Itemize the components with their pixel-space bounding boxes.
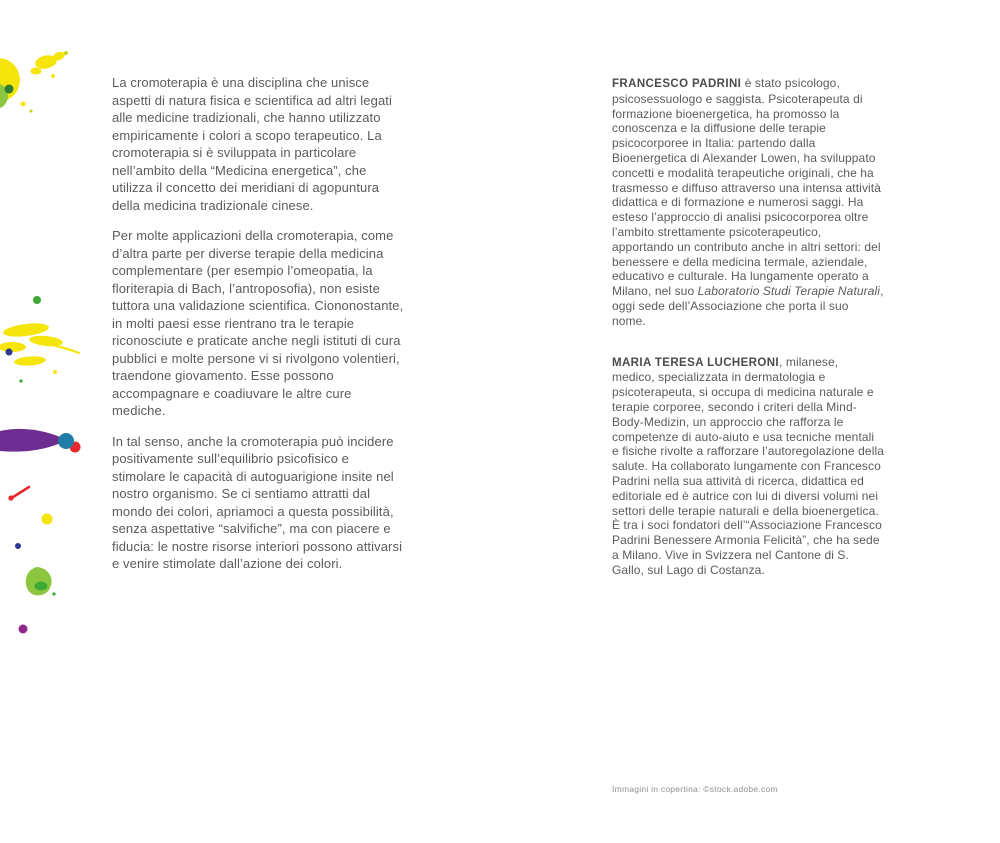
cover-image-credit: Immagini in copertina: ©stock.adobe.com xyxy=(612,784,778,794)
intro-text-column xyxy=(112,74,404,586)
bio-padrini-work-title: Laboratorio Studi Terapie Naturali xyxy=(697,284,881,299)
paint-splatter-margin-art xyxy=(0,0,120,843)
paint-splatter-middle xyxy=(0,296,79,383)
bio-padrini-text-end: , oggi sede dell’Associazione che porta il suo nome. xyxy=(612,284,884,328)
intro-paragraph-3: In tal senso, anche la cromoterapia può incidere positivamente sull’equilibrio psicofisico e stimolare le capacità di autoguarigione insite nel nostro organismo. Se ci sentiamo attratti dal mondo dei colori, apriamoci a questa possibilità, senza aspettative “salvifiche”, ma con piacere e fiducia: le nostre risorse interiori possono attivarsi e venire stimolate dall’azione dei colori. xyxy=(112,433,403,571)
bio-maria-teresa-lucheroni xyxy=(612,355,884,578)
author-name-padrini: FRANCESCO PADRINI xyxy=(612,78,742,90)
intro-paragraph-1: La cromoterapia è una disciplina che unisce aspetti di natura fisica e scientifica ad altri legati alle medicine tradizionali, che hanno utilizzato empiricamente i colori a scopo terapeutico. La cromoterapia si è sviluppata in particolare nell’ambito della “Medicina energetica”, che utilizza il concetto dei meridiani di agopuntura della medicina tradizionale cinese. xyxy=(112,75,392,213)
paint-dot-yellow xyxy=(42,514,53,525)
paint-splatter-red-streak xyxy=(8,487,29,501)
paint-splatter-top xyxy=(0,50,68,112)
bio-lucheroni-text: , milanese, medico, specializzata in dermatologia e psicoterapeuta, si occupa di medicina naturale e terapie corporee, secondo i criteri della Mind-Body-Medizin, un approccio che rafforza le competenze di auto-aiuto e usa tecniche mentali e fisiche rivolte a rafforzare l’autoregolazione della salute. Ha collaborato lungamente con Francesco Padrini nella sua attività di ricerca, didattica ed editoriale ed è autrice con lui di diversi volumi nei settori delle terapie naturali e della bioenergetica. È tra i soci fondatori dell’“Associazione Francesco Padrini Benessere Armonia Felicità”, che ha sede a Milano. Vive in Svizzera nel Cantone di S. Gallo, sul Lago di Costanza. xyxy=(612,354,884,577)
paint-splatter-purple-brush xyxy=(0,429,81,453)
bio-francesco-padrini xyxy=(612,76,884,329)
author-name-lucheroni: MARIA TERESA LUCHERONI xyxy=(612,356,780,369)
paint-splatter-green-blob xyxy=(26,567,56,596)
paint-dot-blue xyxy=(15,543,21,549)
author-bios-column xyxy=(612,76,884,821)
bio-padrini-text: è stato psicologo, psicosessuologo e saggista. Psicoterapeuta di formazione bioenergetica, ha promosso la conoscenza e la diffusione delle terapie psicocorporee in Italia: partendo dalla Bioenergetica di Alexander Lowen, ha sviluppato concetti e modalità terapeutiche originali, che ha trasmesso e diffuso attraverso una intensa attività didattica e di formazione e numerosi saggi. Ha esteso l’approccio di analisi psicocorporea oltre l’ambito strettamente psicoterapeutico, apportando un contributo anche in altri settori: del benessere e della medicina termale, aziendale, educativo e culturale. Ha lungamente operato a Milano, nel suo xyxy=(612,76,882,299)
paint-dot-violet xyxy=(19,625,28,634)
intro-paragraph-2: Per molte applicazioni della cromoterapia, come d’altra parte per diverse terapie della medicina complementare (per esempio l’omeopatia, la floriterapia di Bach, l’antroposofia), non esiste tuttora una validazione scientifica. Ciononostante, in molti paesi esse rientrano tra le terapie riconosciute e praticate anche negli istituti di cura pubblici e molte persone vi si rivolgono volentieri, traendone giovamento. Esse possono accompagnare e coadiuvare le altre cure mediche. xyxy=(112,228,404,418)
